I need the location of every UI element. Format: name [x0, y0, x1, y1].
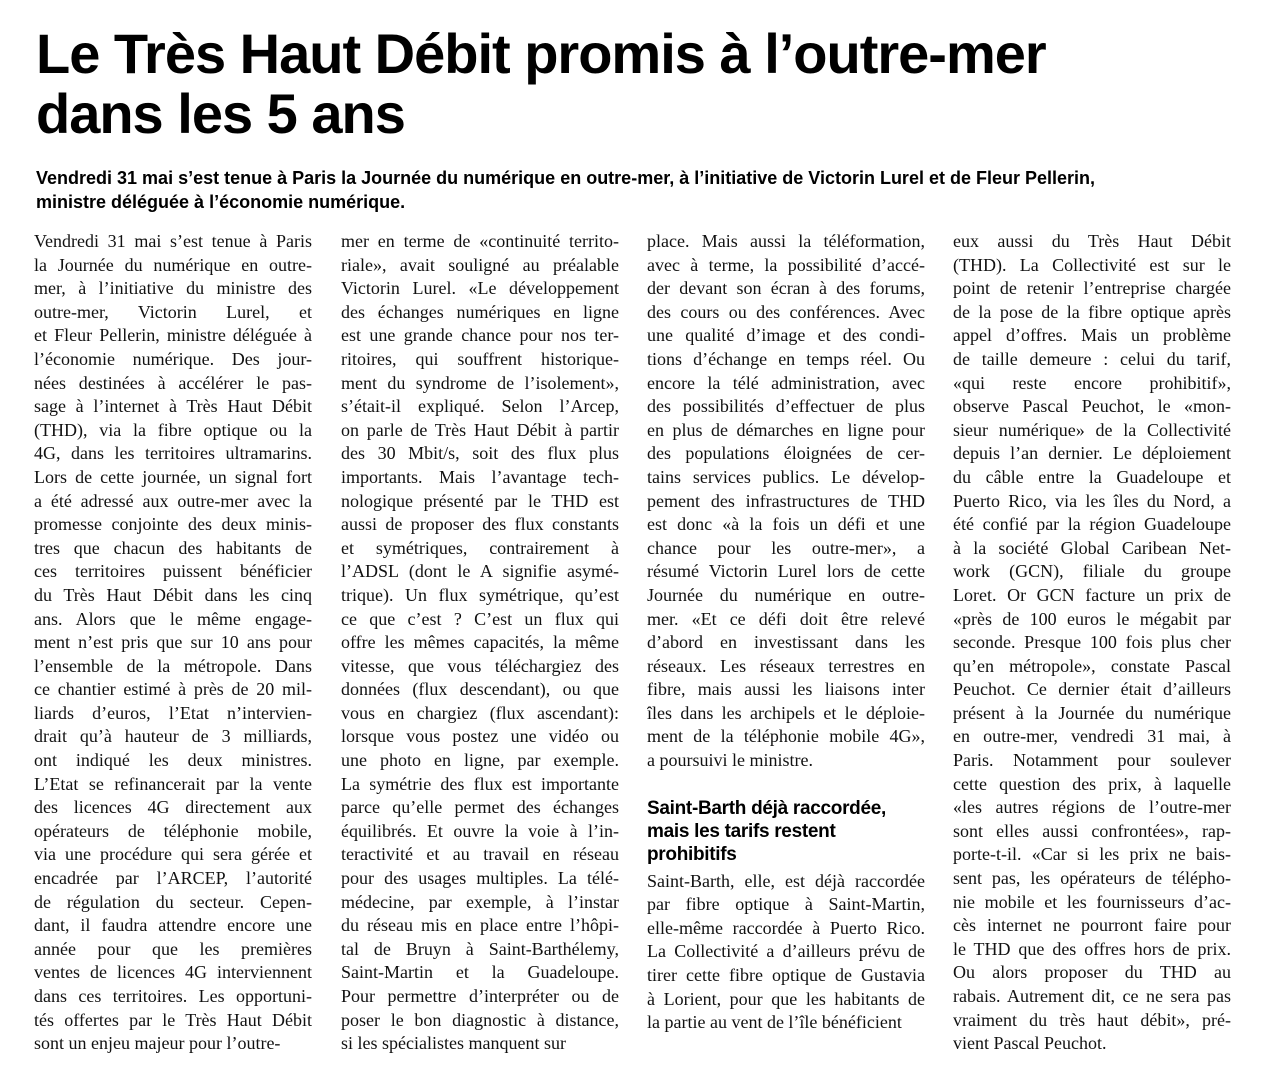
text-line: a été adressé aux outre-mer avec la — [34, 490, 312, 511]
text-line: nées destinées à accélérer le pas- — [34, 372, 312, 393]
text-line: le THD que des offres hors de prix. — [953, 938, 1231, 959]
column-1 — [34, 230, 312, 1056]
section-subheading — [647, 797, 925, 866]
text-line: Victorin Lurel. «Le développement — [341, 278, 619, 299]
text-line: drait qu’à hauteur de 3 milliards, — [34, 726, 312, 747]
text-line: porte-t-il. «Car si les prix ne bais- — [953, 844, 1231, 865]
text-line: sage à l’internet à Très Haut Débit — [34, 396, 312, 417]
text-line: s’était-il expliqué. Selon l’Arcep, — [341, 396, 619, 417]
text-line: promesse conjointe des deux minis- — [34, 514, 312, 535]
text-line: «près de 100 euros le mégabit par — [953, 608, 1231, 629]
text-line: place. Mais aussi la téléformation, — [647, 231, 925, 251]
text-line: est donc «à la fois un défi et une — [647, 514, 925, 535]
text-line: vraiment du très haut débit», pré- — [953, 1009, 1231, 1030]
text-line: des échanges numériques en ligne — [341, 301, 619, 322]
text-line: La Collectivité a d’ailleurs prévu de — [647, 941, 925, 962]
text-line: la Journée du numérique en outre- — [34, 254, 312, 275]
column-3-bottom — [647, 870, 925, 1035]
text-line: été confié par la région Guadeloupe — [953, 514, 1231, 535]
text-line: ritoires, qui souffrent historique- — [341, 348, 619, 369]
text-line: vient Pascal Peuchot. — [953, 1033, 1107, 1054]
column-3-top — [647, 230, 925, 773]
text-line: aussi de proposer des flux constants — [341, 514, 619, 535]
text-line: en plus de démarches en ligne pour — [647, 419, 925, 440]
text-line: pour des usages multiples. La télé- — [341, 868, 619, 889]
text-line: «les autres régions de l’outre-mer — [953, 797, 1231, 818]
column-2 — [341, 230, 619, 1056]
text-line: ment n’est pris que sur 10 ans pour — [34, 632, 312, 653]
subheading-line: prohibitifs — [647, 843, 737, 865]
text-line: work (GCN), filiale du groupe — [953, 561, 1231, 582]
text-line: tres que chacun des habitants de — [34, 537, 312, 558]
text-line: sieur numérique» de la Collectivité — [953, 419, 1231, 440]
article-headline — [36, 24, 1236, 144]
text-line: à la société Global Caribean Net- — [953, 537, 1231, 558]
text-line: L’Etat se refinancerait par la vente — [34, 773, 312, 794]
text-line: résumé Victorin Lurel lors de cette — [647, 561, 925, 582]
text-line: en outre-mer, vendredi 31 mai, à — [953, 726, 1231, 747]
text-line: liards d’euros, l’Etat n’intervien- — [34, 702, 312, 723]
text-line: offre les mêmes capacités, la même — [341, 632, 619, 653]
text-line: de la pose de la fibre optique après — [953, 301, 1231, 322]
text-line: tal de Bruyn à Saint-Barthélemy, — [341, 938, 619, 959]
text-line: outre-mer, Victorin Lurel, et — [34, 301, 312, 322]
text-line: a poursuivi le ministre. — [647, 750, 813, 771]
text-line: point de retenir l’entreprise chargée — [953, 278, 1231, 299]
text-line: pement des infrastructures de THD — [647, 490, 925, 511]
text-line: 4G, dans les territoires ultramarins. — [34, 443, 312, 464]
text-line: tirer cette fibre optique de Gustavia — [647, 965, 925, 986]
subheading-line: Saint-Barth déjà raccordée, — [647, 797, 886, 819]
text-line: équilibrés. Et ouvre la voie à l’in- — [341, 820, 619, 841]
text-line: tions d’échange en temps réel. Ou — [647, 348, 925, 369]
text-line: ce chantier estimé à près de 20 mil- — [34, 679, 312, 700]
text-line: dans ces territoires. Les opportuni- — [34, 986, 312, 1006]
text-line: réseaux. Les réseaux terrestres en — [647, 655, 925, 676]
text-line: ventes de licences 4G interviennent — [34, 962, 312, 983]
text-line: encore la télé administration, avec — [647, 372, 925, 393]
text-line: des 30 Mbit/s, soit des flux plus — [341, 443, 619, 464]
text-line: et symétriques, contrairement à — [341, 537, 619, 558]
text-line: seconde. Presque 100 fois plus cher — [953, 632, 1231, 653]
text-line: vous en chargiez (flux ascendant): — [341, 702, 619, 723]
text-line: dant, il faudra attendre encore une — [34, 915, 312, 936]
text-line: depuis l’an dernier. Le déploiement — [953, 443, 1231, 464]
text-line: Loret. Or GCN facture un prix de — [953, 584, 1231, 605]
text-line: vitesse, que vous téléchargiez des — [341, 655, 619, 676]
text-line: on parle de Très Haut Débit à partir — [341, 419, 619, 440]
text-line: Lors de cette journée, un signal fort — [34, 466, 312, 487]
column-4 — [953, 230, 1231, 1056]
text-line: cès internet ne pourront faire pour — [953, 915, 1231, 936]
text-line: l’ensemble de la métropole. Dans — [34, 655, 312, 676]
text-line: ces territoires puissent bénéficier — [34, 561, 312, 582]
text-line: nie mobile et les fournisseurs d’ac- — [953, 891, 1231, 912]
text-line: ment de la téléphonie mobile 4G», — [647, 726, 925, 747]
text-line: ans. Alors que le même engage- — [34, 608, 312, 629]
text-line: du câble entre la Guadeloupe et — [953, 466, 1231, 487]
text-line: sent pas, les opérateurs de télépho- — [953, 868, 1231, 889]
text-line: mer en terme de «continuité territo- — [341, 231, 619, 251]
text-line: eux aussi du Très Haut Débit — [953, 231, 1231, 251]
text-line: si les spécialistes manquent sur — [341, 1033, 566, 1054]
text-line: Pour permettre d’interpréter ou de — [341, 986, 619, 1006]
headline-line: Le Très Haut Débit promis à l’outre-mer — [36, 22, 1046, 85]
text-line: La symétrie des flux est importante — [341, 773, 619, 794]
text-line: des populations éloignées de cer- — [647, 443, 925, 464]
text-line: observe Pascal Peuchot, le «mon- — [953, 396, 1231, 417]
text-line: d’abord en investissant dans les — [647, 632, 925, 653]
text-line: mer. «Et ce défi doit être relevé — [647, 608, 925, 629]
text-line: du réseau mis en place entre l’hôpi- — [341, 915, 619, 936]
text-line: ont indiqué les deux ministres. — [34, 750, 312, 771]
text-line: lorsque vous postez une vidéo ou — [341, 726, 619, 747]
text-line: de taille demeure : celui du tarif, — [953, 348, 1231, 369]
text-line: (THD), via la fibre optique ou la — [34, 419, 312, 440]
text-line: encadrée par l’ARCEP, l’autorité — [34, 868, 312, 889]
text-line: Saint-Barth, elle, est déjà raccordée — [647, 870, 925, 891]
text-line: Vendredi 31 mai s’est tenue à Paris — [34, 231, 312, 251]
text-line: qu’en métropole», constate Pascal — [953, 655, 1231, 676]
article-deck — [36, 166, 1246, 214]
text-line: teractivité et au travail en réseau — [341, 844, 619, 865]
text-line: des cours ou des conférences. Avec — [647, 301, 925, 322]
text-line: avec à terme, la possibilité d’accé- — [647, 254, 925, 275]
text-line: mer, à l’initiative du ministre des — [34, 278, 312, 299]
text-line: «qui reste encore prohibitif», — [953, 372, 1231, 393]
text-line: Puerto Rico, via les îles du Nord, a — [953, 490, 1231, 511]
text-line: opérateurs de téléphonie mobile, — [34, 820, 312, 841]
subheading-line: mais les tarifs restent — [647, 820, 836, 842]
text-line: ment du syndrome de l’isolement», — [341, 372, 619, 393]
text-line: l’économie numérique. Des jour- — [34, 348, 312, 369]
text-line: riale», avait souligné au préalable — [341, 254, 619, 275]
text-line: appel d’offres. Mais un problème — [953, 325, 1231, 346]
text-line: chance pour les outre-mer», a — [647, 537, 925, 558]
text-line: données (flux descendant), ou que — [341, 679, 619, 700]
text-line: nologique présenté par le THD est — [341, 490, 619, 511]
text-line: est une grande chance pour nos ter- — [341, 325, 619, 346]
text-line: Peuchot. Ce dernier était d’ailleurs — [953, 679, 1231, 700]
text-line: des licences 4G directement aux — [34, 797, 312, 818]
text-line: fibre, mais aussi les liaisons inter — [647, 679, 925, 700]
text-line: rabais. Autrement dit, ce ne sera pas — [953, 986, 1231, 1006]
text-line: sont un enjeu majeur pour l’outre- — [34, 1033, 281, 1054]
text-line: présent à la Journée du numérique — [953, 702, 1231, 723]
text-line: l’ADSL (dont le A signifie asymé- — [341, 561, 619, 582]
deck-line: ministre déléguée à l’économie numérique. — [36, 192, 406, 212]
deck-line: Vendredi 31 mai s’est tenue à Paris la Journée du numérique en outre-mer, à l’initiative de Victorin Lurel et de Fleur Pellerin, — [36, 168, 1096, 188]
text-line: du Très Haut Débit dans les cinq — [34, 584, 312, 605]
text-line: cette question des prix, à laquelle — [953, 773, 1231, 794]
text-line: par fibre optique à Saint-Martin, — [647, 894, 925, 915]
text-line: Ou alors proposer du THD au — [953, 962, 1231, 983]
text-line: Paris. Notamment pour soulever — [953, 750, 1231, 771]
text-line: Journée du numérique en outre- — [647, 584, 925, 605]
text-line: der devant son écran à des forums, — [647, 278, 925, 299]
text-line: tains services publics. Le dévelop- — [647, 466, 925, 487]
text-line: importants. Mais l’avantage tech- — [341, 466, 619, 487]
text-line: via une procédure qui sera gérée et — [34, 844, 312, 865]
text-line: de régulation du secteur. Cepen- — [34, 891, 312, 912]
text-line: ce que c’est ? C’est un flux qui — [341, 608, 619, 629]
text-line: tés offertes par le Très Haut Débit — [34, 1009, 312, 1030]
text-line: une qualité d’image et des condi- — [647, 325, 925, 346]
text-line: et Fleur Pellerin, ministre déléguée à — [34, 325, 312, 346]
text-line: une photo en ligne, par exemple. — [341, 750, 619, 771]
text-line: sont elles aussi confrontées», rap- — [953, 820, 1231, 841]
text-line: Saint-Martin et la Guadeloupe. — [341, 962, 619, 983]
text-line: elle-même raccordée à Puerto Rico. — [647, 917, 925, 938]
text-line: médecine, par exemple, à l’instar — [341, 891, 619, 912]
text-line: des possibilités d’effectuer de plus — [647, 396, 925, 417]
text-line: trique). Un flux symétrique, qu’est — [341, 584, 619, 605]
text-line: (THD). La Collectivité est sur le — [953, 254, 1231, 275]
text-line: à Lorient, pour que les habitants de — [647, 988, 925, 1009]
text-line: îles dans les archipels et le déploie- — [647, 702, 925, 723]
text-line: poser le bon diagnostic à distance, — [341, 1009, 619, 1030]
text-line: la partie au vent de l’île bénéficient — [647, 1012, 902, 1033]
text-line: parce qu’elle permet des échanges — [341, 797, 619, 818]
column-3 — [647, 230, 925, 1035]
text-line: année pour que les premières — [34, 938, 312, 959]
headline-line: dans les 5 ans — [36, 82, 405, 145]
